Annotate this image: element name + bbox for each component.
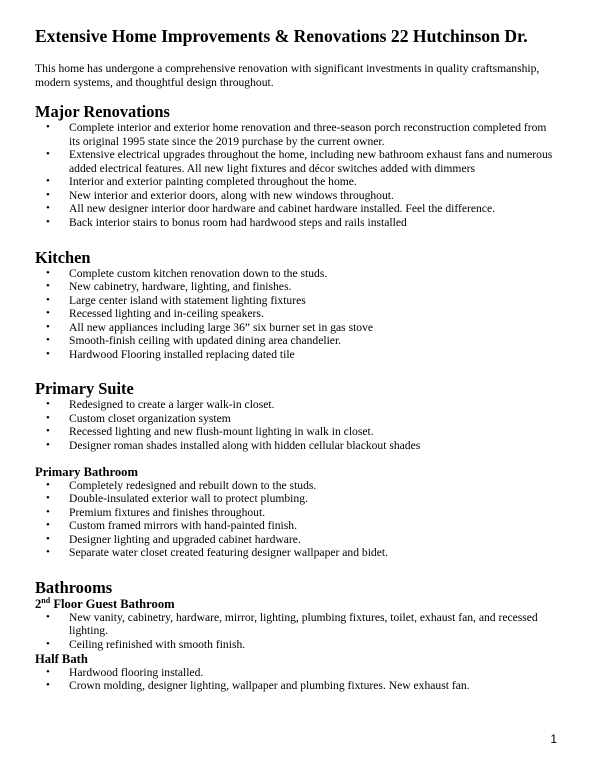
list-kitchen xyxy=(35,267,555,362)
page-number: 1 xyxy=(550,732,557,746)
list-item: • New cabinetry, hardware, lighting, and finishes. xyxy=(69,280,555,294)
list-item: • Back interior stairs to bonus room had hardwood steps and rails installed xyxy=(69,216,555,230)
list-item: • New interior and exterior doors, along with new windows throughout. xyxy=(69,189,555,203)
list-item: • Hardwood flooring installed. xyxy=(69,666,555,680)
list-half-bath xyxy=(35,666,555,693)
heading-guest-rest: Floor Guest Bathroom xyxy=(50,596,175,611)
list-primary-bathroom xyxy=(35,479,555,560)
heading-half-bath: Half Bath xyxy=(35,651,88,666)
list-item: • Custom framed mirrors with hand-painted finish. xyxy=(69,519,555,533)
list-item: • Completely redesigned and rebuilt down to the studs. xyxy=(69,479,555,493)
list-item: • Designer lighting and upgraded cabinet hardware. xyxy=(69,533,555,547)
list-guest-bathroom xyxy=(35,611,555,652)
heading-major-renovations: Major Renovations xyxy=(35,102,170,122)
heading-guest-sup: nd xyxy=(41,595,51,605)
list-item: • Ceiling refinished with smooth finish. xyxy=(69,638,555,652)
list-item: • Recessed lighting and in-ceiling speakers. xyxy=(69,307,555,321)
list-item: • Hardwood Flooring installed replacing dated tile xyxy=(69,348,555,362)
list-item: • Separate water closet created featuring designer wallpaper and bidet. xyxy=(69,546,555,560)
list-item: • All new appliances including large 36” six burner set in gas stove xyxy=(69,321,555,335)
list-item: • New vanity, cabinetry, hardware, mirror, lighting, plumbing fixtures, toilet, exhaust fan, and recessed lighting. xyxy=(69,611,555,638)
heading-guest-num: 2 xyxy=(35,596,42,611)
heading-primary-bathroom: Primary Bathroom xyxy=(35,464,138,479)
document-title: Extensive Home Improvements & Renovations 22 Hutchinson Dr. xyxy=(35,26,528,46)
list-item: • Custom closet organization system xyxy=(69,412,555,426)
list-item: • Complete custom kitchen renovation down to the studs. xyxy=(69,267,555,281)
heading-kitchen: Kitchen xyxy=(35,247,91,267)
heading-primary-suite: Primary Suite xyxy=(35,379,134,399)
intro-paragraph: This home has undergone a comprehensive renovation with significant investments in quality craftsmanship, modern systems, and thoughtful design throughout. xyxy=(35,62,540,89)
list-major-renovations xyxy=(35,121,555,229)
list-item: • Premium fixtures and finishes throughout. xyxy=(69,506,555,520)
list-item: • Designer roman shades installed along with hidden cellular blackout shades xyxy=(69,439,555,453)
list-item: • Smooth-finish ceiling with updated dining area chandelier. xyxy=(69,334,555,348)
list-item: • Redesigned to create a larger walk-in closet. xyxy=(69,398,555,412)
list-item: • Double-insulated exterior wall to protect plumbing. xyxy=(69,492,555,506)
list-item: • Crown molding, designer lighting, wallpaper and plumbing fixtures. New exhaust fan. xyxy=(69,679,555,693)
list-item: • All new designer interior door hardware and cabinet hardware installed. Feel the difference. xyxy=(69,202,555,216)
heading-bathrooms: Bathrooms xyxy=(35,577,113,597)
heading-guest-bathroom xyxy=(35,597,555,611)
document-page xyxy=(35,26,555,693)
list-item: • Recessed lighting and new flush-mount lighting in walk in closet. xyxy=(69,425,555,439)
list-item: • Interior and exterior painting completed throughout the home. xyxy=(69,175,555,189)
list-primary-suite xyxy=(35,398,555,452)
list-item: • Extensive electrical upgrades throughout the home, including new bathroom exhaust fans and numerous added electrical features. All new light fixtures and décor switches added with dimmers xyxy=(69,148,555,175)
list-item: • Complete interior and exterior home renovation and three-season porch reconstruction completed from its original 1995 state since the 2019 purchase by the current owner. xyxy=(69,121,555,148)
list-item: • Large center island with statement lighting fixtures xyxy=(69,294,555,308)
